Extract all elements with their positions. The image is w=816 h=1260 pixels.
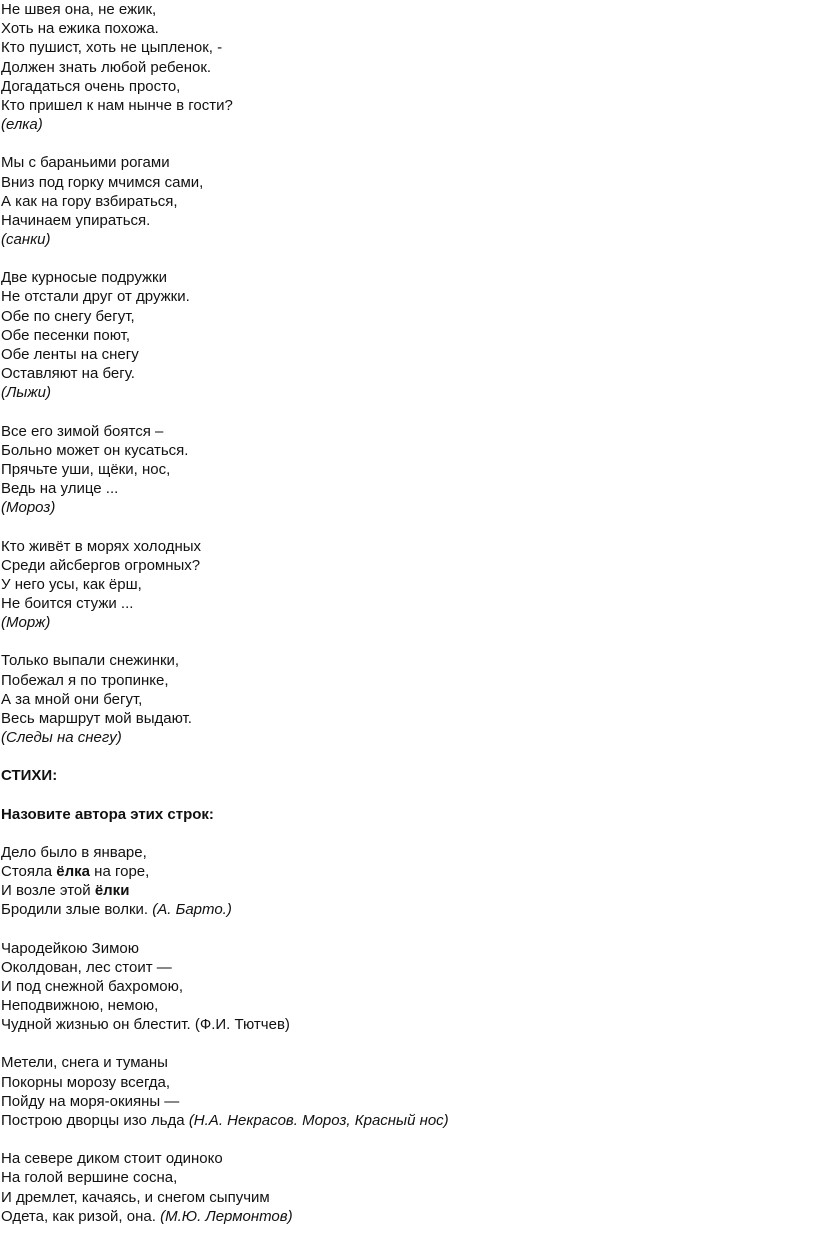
- poem-text: И возле этой: [1, 882, 95, 900]
- poem-line: Метели, снега и туманы: [1, 1054, 168, 1072]
- riddle-line: Только выпали снежинки,: [1, 652, 180, 670]
- poem-bold-word: ёлка: [56, 862, 90, 880]
- riddle-line: Вниз под горку мчимся сами,: [1, 173, 204, 191]
- riddle-line: Две курносые подружки: [1, 269, 167, 287]
- poem-text: Стояла: [1, 862, 57, 880]
- poem-line: И под снежной бахромою,: [1, 977, 184, 995]
- poem-line: Чудной жизнью он блестит. (Ф.И. Тютчев): [1, 1016, 290, 1034]
- riddle-line: Среди айсбергов огромных?: [1, 556, 201, 574]
- riddle-block: [1, 268, 811, 402]
- poem-author: (А. Барто.): [152, 901, 232, 919]
- poem-author: (Н.А. Некрасов. Мороз, Красный нос): [188, 1112, 449, 1129]
- riddle-line: Мы с бараньими рогами: [1, 154, 170, 172]
- riddle-line: Оставляют на бегу.: [1, 365, 135, 383]
- poem-text: Одета, как ризой, она.: [1, 1207, 161, 1225]
- riddle-line: Кто живёт в морях холодных: [1, 537, 202, 555]
- poem-line: На голой вершине сосна,: [1, 1169, 178, 1187]
- riddle-answer: (елка): [1, 116, 43, 134]
- poem-line: Неподвижною, немою,: [1, 997, 159, 1015]
- poem-line: И дремлет, качаясь, и снегом сыпучим: [1, 1188, 270, 1206]
- riddle-line: Побежал я по тропинке,: [1, 671, 169, 689]
- poems-heading-block: [1, 766, 811, 785]
- riddle-block: [1, 153, 811, 249]
- poem-line: [1, 1111, 811, 1130]
- riddle-answer: (санки): [1, 231, 51, 249]
- riddle-line: Кто пушист, хоть не цыпленок, -: [1, 39, 223, 57]
- riddle-line: У него усы, как ёрш,: [1, 575, 142, 593]
- poem-line: Дело было в январе,: [1, 843, 147, 861]
- poem-bold-word: ёлки: [94, 882, 130, 900]
- poem-line: Чародейкою Зимою: [1, 939, 140, 957]
- riddle-line: Все его зимой боятся –: [1, 422, 164, 440]
- riddle-line: А как на гору взбираться,: [1, 192, 178, 210]
- poem-text: Построю дворцы изо льда: [1, 1112, 189, 1129]
- riddle-block: [1, 537, 811, 633]
- riddle-line: Больно может он кусаться.: [1, 441, 189, 459]
- riddle-line: Прячьте уши, щёки, нос,: [1, 460, 171, 478]
- riddle-block: [1, 651, 811, 747]
- poem-line: На севере диком стоит одиноко: [1, 1150, 223, 1168]
- poem-text: Бродили злые волки.: [1, 901, 153, 919]
- poem-line: Покорны морозу всегда,: [1, 1073, 171, 1091]
- poem-barto: [1, 843, 811, 920]
- riddle-line: Не боится стужи ...: [1, 595, 134, 613]
- riddles-section: [1, 0, 811, 747]
- poem-line: Околдован, лес стоит —: [1, 958, 172, 976]
- poem-nekrasov: [1, 1053, 811, 1130]
- riddle-line: Обе песенки поют,: [1, 326, 131, 344]
- riddle-line: Обе по снегу бегут,: [1, 307, 135, 325]
- riddle-line: Догадаться очень просто,: [1, 77, 181, 95]
- poem-author: (М.Ю. Лермонтов): [160, 1207, 293, 1225]
- riddle-line: Обе ленты на снегу: [1, 346, 139, 363]
- riddle-line: Ведь на улице ...: [1, 480, 119, 498]
- riddle-line: Хоть на ежика похожа.: [1, 20, 159, 38]
- author-question: Назовите автора этих строк:: [1, 805, 214, 823]
- riddle-block: [1, 422, 811, 518]
- poem-line: Пойду на моря-окияны —: [1, 1092, 180, 1110]
- riddle-answer: (Мороз): [1, 499, 56, 517]
- riddle-line: Кто пришел к нам нынче в гости?: [1, 96, 233, 114]
- document-page: [1, 0, 811, 1245]
- poems-heading: СТИХИ:: [1, 767, 58, 785]
- riddle-answer: (Следы на снегу): [1, 729, 122, 747]
- riddle-answer: (Лыжи): [1, 384, 51, 402]
- poem-tyutchev: [1, 939, 811, 1035]
- riddle-line: Весь маршрут мой выдают.: [1, 710, 192, 727]
- author-question-block: [1, 805, 811, 824]
- riddle-line: А за мной они бегут,: [1, 690, 143, 708]
- riddle-line: Не отстали друг от дружки.: [1, 288, 190, 306]
- riddle-line: Начинаем упираться.: [1, 211, 151, 229]
- poem-lermontov: [1, 1149, 811, 1226]
- riddle-answer: (Морж): [1, 614, 51, 632]
- poem-text: на горе,: [90, 862, 150, 880]
- poem-line: [1, 1207, 811, 1226]
- riddle-line: Должен знать любой ребенок.: [1, 58, 212, 76]
- poem-line: [1, 900, 811, 919]
- riddle-line: Не швея она, не ежик,: [1, 1, 157, 18]
- riddle-block: [1, 0, 811, 134]
- poem-line: [1, 881, 811, 900]
- poem-line: [1, 862, 811, 881]
